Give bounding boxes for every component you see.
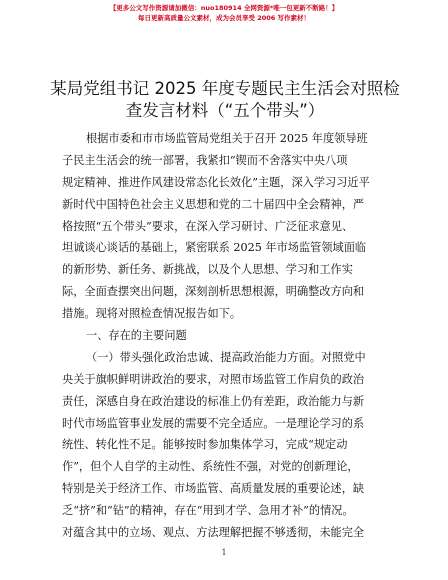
promo-banner-line-1: 【更多公文写作资源请加微信：nuo180914 全网资源*唯一包更新不断路！】 <box>109 4 339 12</box>
promo-banner-line-2: 每日更新高质量公文素材，成为会员享受 2006 写作素材！ <box>137 14 311 22</box>
body-line: （一）带头强化政治忠诚、提高政治能力方面。对照党中 <box>86 350 366 364</box>
body-line: 责任，深感自身在政治建设的标准上仍有差距，政治能力与新 <box>62 394 365 408</box>
body-line: 时代市场监管事业发展的需要不完全适应。一是理论学习的系 <box>62 416 365 430</box>
body-line: 新时代中国特色社会主义思想和党的二十届四中全会精神，严 <box>62 197 365 211</box>
body-line: 际，全面查摆突出问题，深刻剖析思想根源，明确整改方向和 <box>62 285 365 299</box>
body-line: 规定精神、推进作风建设常态化长效化”主题，深入学习习近平 <box>62 175 370 189</box>
body-line: 对蕴含其中的立场、观点、方法理解把握不够透彻，未能完全 <box>62 526 365 540</box>
body-line: 坦诚谈心谈话的基础上，紧密联系 2025 年市场监管领域面临 <box>62 241 367 255</box>
body-line: 措施。现将对照检查情况报告如下。 <box>62 307 242 321</box>
body-line: 统性、转化性不足。能够按时参加集体学习，完成“规定动 <box>62 438 348 452</box>
body-line: 特别是关于经济工作、市场监管、高质量发展的重要论述，缺 <box>62 482 365 496</box>
document-title-line-1: 某局党组书记 2025 年度专题民主生活会对照检 <box>50 79 400 98</box>
body-line: 的新形势、新任务、新挑战，以及个人思想、学习和工作实 <box>62 263 353 277</box>
body-line: 作”，但个人自学的主动性、系统性不强，对党的创新理论， <box>62 460 359 474</box>
page-number: 1 <box>221 548 227 557</box>
document-title-line-2: 查发言材料（“五个带头”） <box>125 101 325 120</box>
body-line: 格按照“五个带头”要求，在深入学习研讨、广泛征求意见、 <box>62 219 354 233</box>
section-heading: 一、存在的主要问题 <box>86 329 187 343</box>
document-body <box>62 128 392 544</box>
promo-banner <box>0 3 448 23</box>
body-line: 乏“挤”和“钻”的精神，存在“用到才学、急用才补”的情况。 <box>62 504 354 518</box>
body-line: 央关于旗帜鲜明讲政治的要求，对照市场监管工作肩负的政治 <box>62 372 365 386</box>
body-line: 根据市委和市市场监管局党组关于召开 2025 年度领导班 <box>86 132 368 145</box>
body-line: 子民主生活会的统一部署，我紧扣“锲而不舍落实中央八项 <box>62 153 348 167</box>
document-title <box>40 78 410 122</box>
